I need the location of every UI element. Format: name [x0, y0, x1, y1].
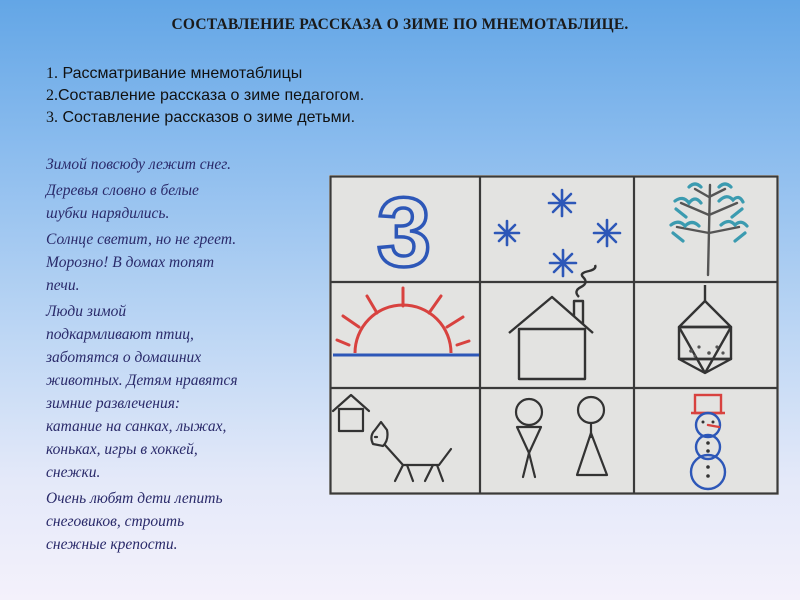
slide-title: СОСТАВЛЕНИЕ РАССКАЗА О ЗИМЕ ПО МНЕМОТАБЛИЦЕ. [171, 16, 629, 33]
step-text: Составление рассказов о зиме детьми. [58, 109, 356, 126]
story-paragraph: Солнце светит, но не греет. Морозно! В домах топят печи. [46, 231, 237, 294]
steps-list [46, 63, 364, 129]
step-item [46, 85, 364, 107]
bird-feeder-icon [679, 285, 731, 373]
step-item [46, 107, 364, 129]
mnemo-table-drawing [329, 175, 779, 495]
story-paragraph: Очень любят дети лепить снеговиков, строить снежные крепости. [46, 490, 223, 553]
digit-three: 3 [376, 177, 432, 287]
doghouse-dog-icon [333, 395, 451, 481]
children-icon [516, 397, 607, 477]
step-text: Рассматривание мнемотаблицы [58, 65, 303, 82]
step-text: Составление рассказа о зиме педагогом. [58, 87, 365, 104]
mnemo-table [329, 175, 779, 495]
snowman-icon [691, 395, 725, 489]
step-item [46, 63, 364, 85]
step-number: 2. [46, 87, 58, 104]
story-paragraph: Люди зимой подкармливают птиц, заботятся о домашних животных. Детям нравятся зимние развлечения: катание на санках, лыжах, коньках, игры в хоккей, снежки. [46, 303, 238, 481]
sun-icon [333, 288, 479, 355]
story-paragraph: Деревья словно в белые шубки нарядились. [46, 182, 199, 222]
step-number: 1. [46, 65, 58, 82]
story-paragraph: Зимой повсюду лежит снег. [46, 156, 231, 173]
story-text [46, 153, 318, 559]
snowflakes-icon [495, 190, 620, 276]
step-number: 3. [46, 109, 58, 126]
snowy-tree-icon [671, 184, 747, 275]
